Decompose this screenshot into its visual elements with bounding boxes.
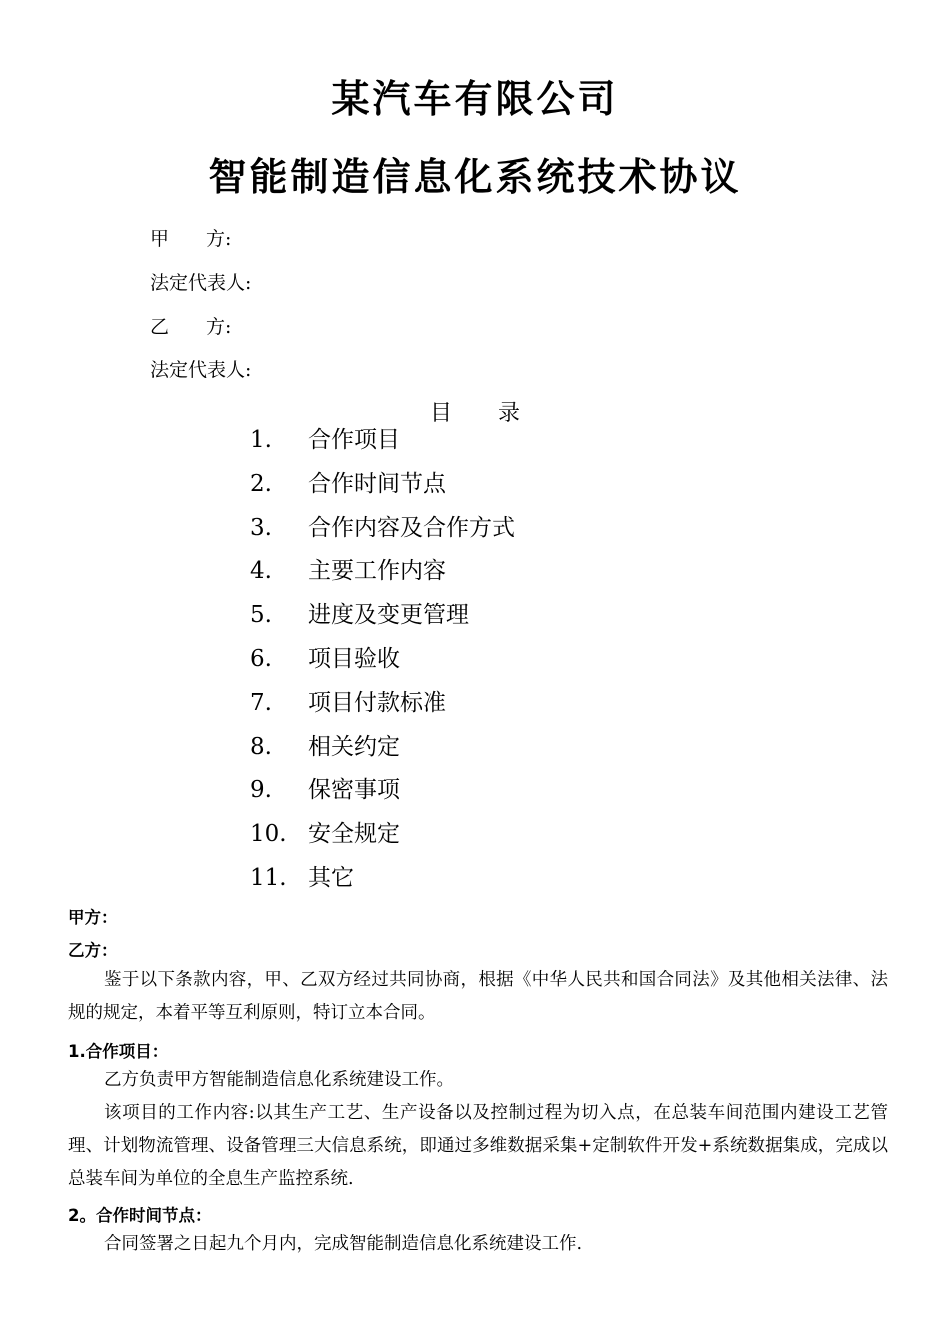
toc-item-number: 4. [250,558,272,585]
party-a-char2: 方: [206,228,232,250]
toc-item-number: 5. [250,602,272,629]
table-of-contents [250,424,515,906]
toc-item-number: 6. [250,645,272,672]
section1-paragraph-2: 该项目的工作内容:以其生产工艺、生产设备以及控制过程为切入点，在总装车间范围内建设工艺管理、计划物流管理、设备管理三大信息系统，即通过多维数据采集+定制软件开发+系统数据集成，完成以总装车间为单位的全息生产监控系统. [68,1103,888,1189]
party-a-rep-line: 法定代表人: [150,272,252,294]
party-b-line [150,312,231,339]
toc-item-number: 3. [250,514,272,541]
toc-item[interactable] [250,774,515,818]
party-b-char1: 乙 [150,316,170,338]
toc-item[interactable] [250,468,515,512]
toc-item-label: 其它 [308,864,354,891]
section1-paragraph-1: 乙方负责甲方智能制造信息化系统建设工作。 [104,1070,454,1090]
agreement-title: 智能制造信息化系统技术协议 [208,155,742,199]
party-b-char2: 方: [206,316,232,338]
toc-item-number: 1. [250,427,272,453]
toc-item-label: 项目验收 [308,645,400,672]
toc-item[interactable] [250,555,515,599]
party-a-char1: 甲 [150,228,170,250]
section2-paragraph-1: 合同签署之日起九个月内，完成智能制造信息化系统建设工作. [104,1234,583,1254]
toc-item-label: 合作时间节点 [308,470,446,497]
toc-item[interactable] [250,599,515,643]
toc-item-label: 保密事项 [308,777,400,804]
toc-item[interactable] [250,512,515,556]
toc-item[interactable] [250,818,515,862]
toc-item-number: 9. [250,777,272,804]
toc-item-label: 进度及变更管理 [308,602,469,629]
preamble-paragraph: 鉴于以下条款内容，甲、乙双方经过共同协商，根据《中华人民共和国合同法》及其他相关法律、法规的规定，本着平等互利原则，特订立本合同。 [68,970,888,1023]
toc-item-label: 安全规定 [308,821,400,848]
toc-item[interactable] [250,687,515,731]
toc-item-number: 7. [250,689,272,716]
toc-item-label: 主要工作内容 [308,558,446,585]
toc-item[interactable] [250,862,515,906]
toc-item[interactable] [250,731,515,775]
toc-item[interactable] [250,424,515,468]
toc-item-number: 11. [250,864,287,891]
toc-title: 目录 [429,401,566,426]
body-party-a-label: 甲方： [68,908,118,927]
company-title: 某汽车有限公司 [331,77,619,121]
toc-item-number: 10. [250,821,287,848]
toc-item-label: 合作项目 [308,427,400,453]
toc-item-label: 项目付款标准 [308,689,446,716]
party-b-rep-line: 法定代表人: [150,359,252,381]
section2-heading: 2。合作时间节点： [68,1206,212,1225]
toc-item-label: 相关约定 [308,733,400,760]
toc-item-label: 合作内容及合作方式 [308,514,515,541]
toc-item[interactable] [250,643,515,687]
toc-item-number: 8. [250,733,272,760]
body-party-b-label: 乙方： [68,941,118,960]
toc-item-number: 2. [250,470,272,497]
party-a-line [150,224,231,251]
section1-heading: 1.合作项目： [68,1042,169,1061]
